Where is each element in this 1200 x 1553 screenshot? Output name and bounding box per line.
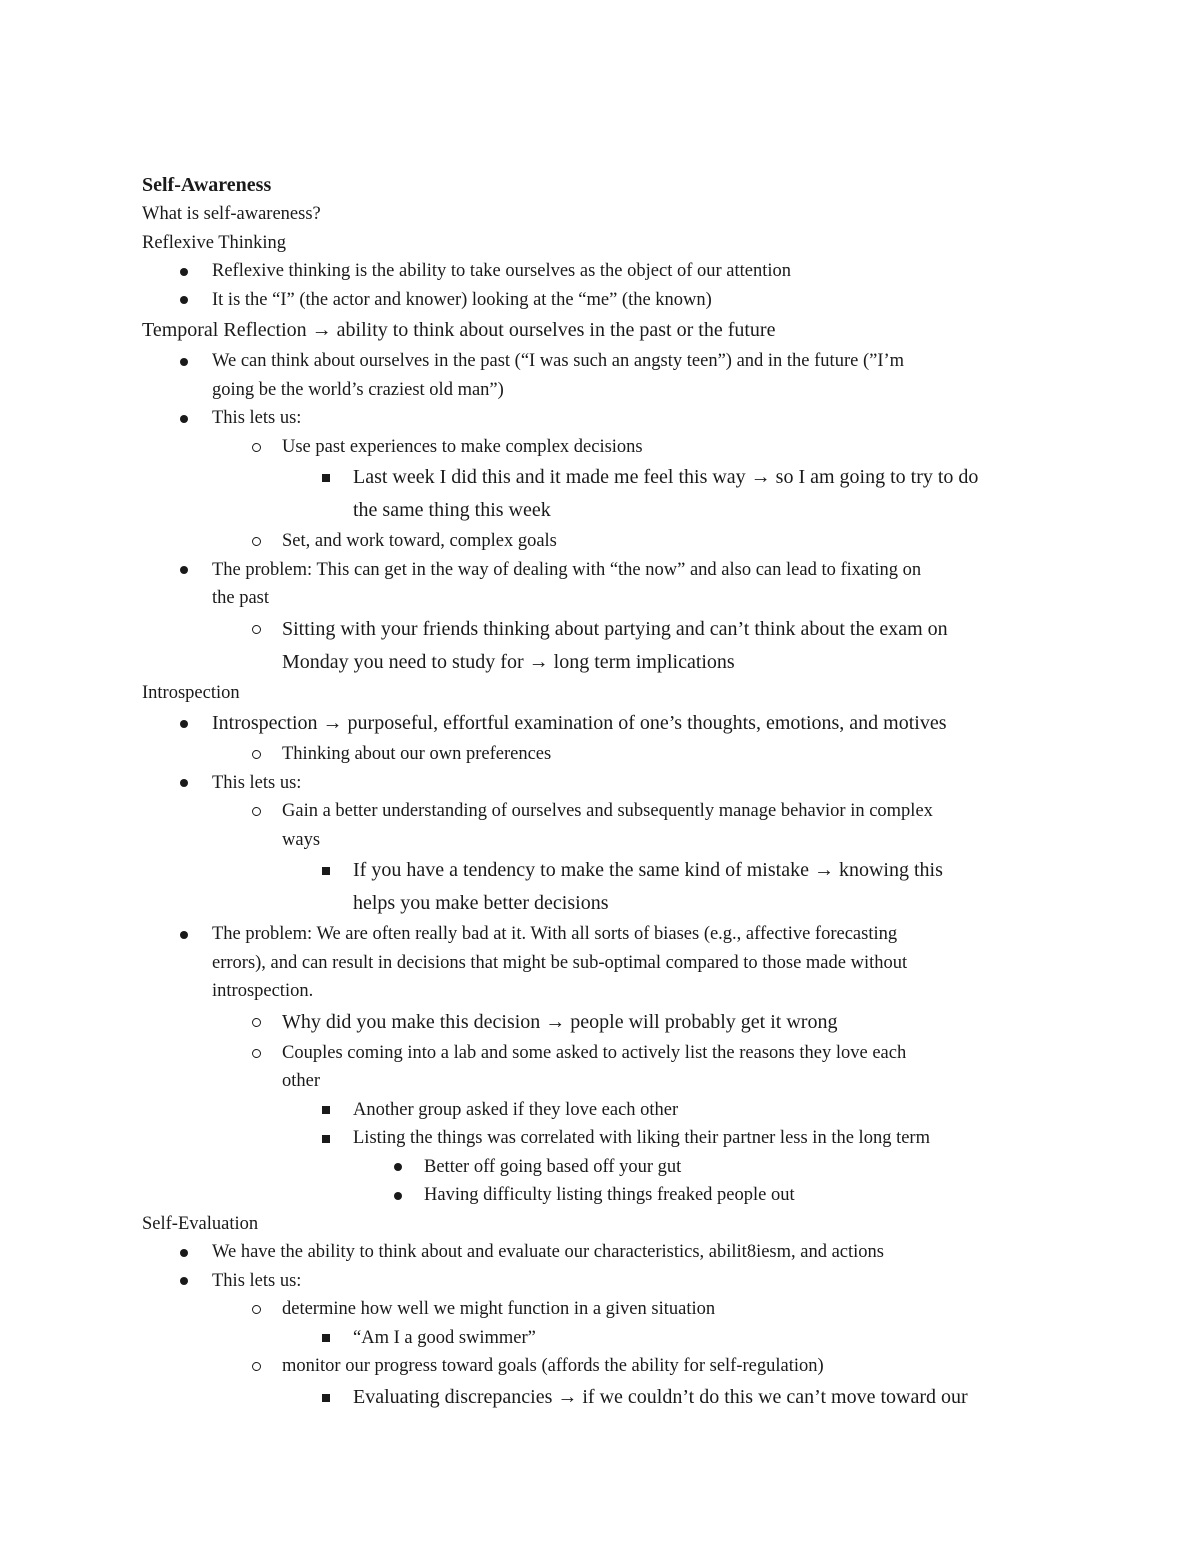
bullet-square-icon [316, 1124, 336, 1153]
list-item-text: Self-Evaluation [142, 1213, 259, 1234]
list-item [142, 1324, 1072, 1353]
list-item-text-continued: going be the world’s craziest old man”) [212, 379, 504, 400]
list-item [142, 433, 1072, 462]
bullet-disc-icon [174, 257, 194, 286]
list-item-text: Better off going based off your gut [424, 1156, 682, 1177]
bullet-square-icon [316, 461, 336, 494]
list-item [142, 1381, 1072, 1414]
list-item-text-continued: helps you make better decisions [353, 892, 609, 914]
bullet-circle-icon [246, 1006, 266, 1039]
list-item [142, 769, 1072, 798]
list-item-text: Why did you make this decision → people will probably get it wrong [282, 1010, 838, 1033]
list-item-text: We have the ability to think about and evaluate our characteristics, abilit8iesm, and actions [212, 1242, 884, 1262]
list-item-text: This lets us: [212, 408, 302, 428]
bullet-disc-icon [174, 1238, 194, 1267]
list-item [142, 1006, 1072, 1039]
list-item-text: Sitting with your friends thinking about partying and can’t think about the exam on [282, 617, 948, 640]
list-item-text: Evaluating discrepancies → if we couldn’t do this we can’t move toward our [353, 1385, 968, 1408]
bullet-disc-icon [174, 769, 194, 798]
list-item [142, 854, 1072, 920]
bullet-disc-icon [174, 556, 194, 585]
bullet-disc-icon [174, 1267, 194, 1296]
list-item-text: Reflexive thinking is the ability to take ourselves as the object of our attention [212, 261, 792, 281]
list-item-text: Listing the things was correlated with liking their partner less in the long term [353, 1128, 930, 1148]
bullet-circle-icon [246, 1295, 266, 1324]
list-item-text: determine how well we might function in a given situation [282, 1299, 716, 1319]
section-heading [142, 679, 1072, 708]
list-item-text-continued: other [282, 1071, 321, 1091]
bullet-disc-icon [174, 347, 194, 376]
list-item [142, 740, 1072, 769]
list-item [142, 1238, 1072, 1267]
bullet-square-icon [316, 1324, 336, 1353]
list-item-text: “Am I a good swimmer” [353, 1327, 536, 1348]
list-item-text: Gain a better understanding of ourselves and subsequently manage behavior in complex [282, 801, 933, 821]
list-item-text: Set, and work toward, complex goals [282, 531, 557, 551]
list-item-text: Use past experiences to make complex decisions [282, 436, 643, 457]
list-item [142, 707, 1072, 740]
list-item [142, 527, 1072, 556]
list-item-text: We can think about ourselves in the past (“I was such an angsty teen”) and in the future (”I’m [212, 351, 905, 371]
list-item-text: The problem: We are often really bad at it. With all sorts of biases (e.g., affective forecasting [212, 924, 898, 944]
document-lines [142, 200, 1072, 1414]
list-item-text-continued: introspection. [212, 981, 314, 1001]
bullet-square-icon [316, 854, 336, 887]
list-item [142, 556, 1072, 613]
list-item [142, 1124, 1072, 1153]
list-item-text: Having difficulty listing things freaked people out [424, 1185, 795, 1205]
list-item [142, 286, 1072, 315]
list-item-text: It is the “I” (the actor and knower) looking at the “me” (the known) [212, 289, 712, 310]
bullet-circle-icon [246, 613, 266, 646]
list-item-text: If you have a tendency to make the same kind of mistake → knowing this [353, 859, 943, 881]
list-item-text: Reflexive Thinking [142, 232, 287, 253]
list-item [142, 613, 1072, 679]
bullet-circle-icon [246, 740, 266, 769]
list-item-text: Another group asked if they love each other [353, 1099, 679, 1120]
list-item [142, 1096, 1072, 1125]
list-item [142, 1153, 1072, 1182]
bullet-square-icon [316, 1381, 336, 1414]
bullet-circle-icon [246, 1352, 266, 1381]
list-item [142, 347, 1072, 404]
list-item-text: Thinking about our own preferences [282, 744, 552, 764]
bullet-disc-icon [174, 920, 194, 949]
list-item-text-continued: ways [282, 829, 321, 850]
list-item-text: Introspection [142, 682, 240, 703]
section-heading [142, 1210, 1072, 1239]
list-item [142, 257, 1072, 286]
list-item-text: This lets us: [212, 772, 302, 793]
bullet-circle-icon [246, 433, 266, 462]
list-item-text: Temporal Reflection → ability to think about ourselves in the past or the future [142, 319, 776, 341]
list-item [142, 1352, 1072, 1381]
list-item [142, 1295, 1072, 1324]
list-item-text: The problem: This can get in the way of dealing with “the now” and also can lead to fixating on [212, 559, 922, 580]
list-item-text: Introspection → purposeful, effortful examination of one’s thoughts, emotions, and motives [212, 712, 947, 734]
list-item-text: Last week I did this and it made me feel this way → so I am going to try to do [353, 466, 979, 488]
bullet-disc-icon [174, 286, 194, 315]
document-body [142, 170, 1072, 1414]
list-item-text: monitor our progress toward goals (affords the ability for self-regulation) [282, 1356, 824, 1376]
document-title: Self-Awareness [142, 174, 272, 196]
list-item [142, 404, 1072, 433]
bullet-square-icon [316, 1096, 336, 1125]
list-item [142, 797, 1072, 854]
list-item-text-continued: the past [212, 588, 270, 608]
bullet-circle-icon [246, 1039, 266, 1068]
section-heading [142, 200, 1072, 229]
bullet-disc-icon [388, 1181, 408, 1210]
bullet-disc-icon [388, 1153, 408, 1182]
bullet-disc-icon [174, 707, 194, 740]
list-item-text-continued: the same thing this week [353, 499, 551, 521]
section-heading [142, 229, 1072, 258]
section-heading [142, 314, 1072, 347]
list-item-text-continued: errors), and can result in decisions that might be sub-optimal compared to those made without [212, 952, 908, 973]
list-item [142, 920, 1072, 1006]
bullet-circle-icon [246, 797, 266, 826]
list-item-text: Couples coming into a lab and some asked to actively list the reasons they love each [282, 1042, 907, 1063]
list-item [142, 1267, 1072, 1296]
list-item [142, 1039, 1072, 1096]
bullet-disc-icon [174, 404, 194, 433]
list-item-text-continued: Monday you need to study for → long term implications [282, 650, 735, 673]
bullet-circle-icon [246, 527, 266, 556]
list-item [142, 461, 1072, 527]
list-item-text: This lets us: [212, 1270, 302, 1291]
list-item [142, 1181, 1072, 1210]
list-item-text: What is self-awareness? [142, 204, 321, 224]
